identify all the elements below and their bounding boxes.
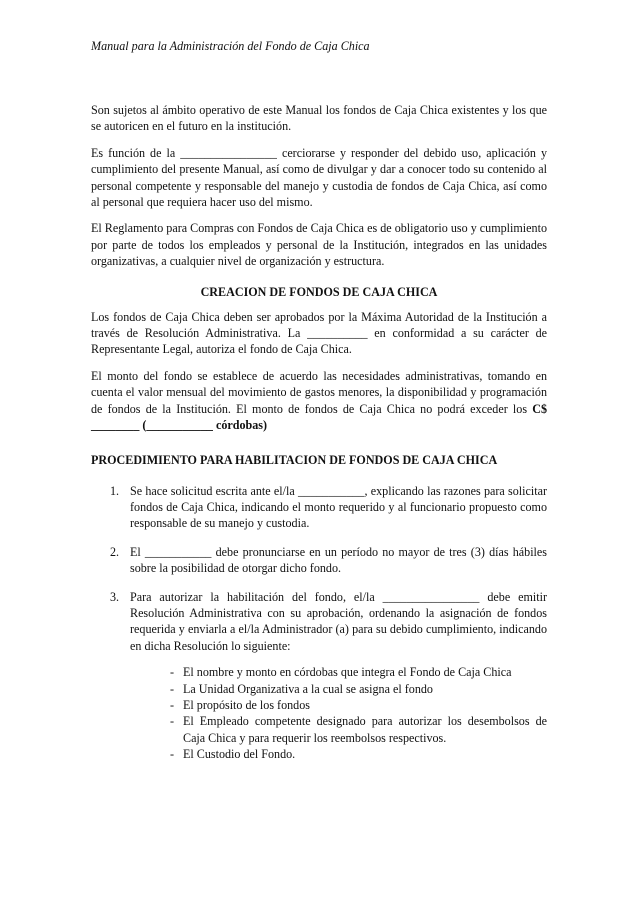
list-item-text: El nombre y monto en córdobas que integra el Fondo de Caja Chica: [183, 665, 512, 680]
dash-bullet: -: [170, 714, 175, 729]
list-item: [170, 681, 547, 697]
list-item: [170, 713, 547, 746]
list-item: [170, 697, 547, 713]
step-text: Para autorizar la habilitación del fondo, el/la ________________ debe emitir Resolución Administrativa con su aprobación, ordenando la asignación de fondos requerida y enviarla a el/la Administrador (a) para su debido cumplimiento, indicando en dicha Resolución lo siguiente:: [130, 589, 547, 653]
resolution-contents-list: [130, 664, 547, 762]
section-title-procedimiento: PROCEDIMIENTO PARA HABILITACION DE FONDOS DE CAJA CHICA: [91, 452, 498, 467]
dash-bullet: -: [170, 697, 175, 712]
list-item: [170, 746, 547, 762]
list-item-text: El Custodio del Fondo.: [183, 747, 296, 762]
dash-bullet: -: [170, 747, 175, 762]
dash-bullet: -: [170, 665, 175, 680]
intro-paragraph-2: Es función de la ________________ cerciorarse y responder del debido uso, aplicación y cumplimiento del presente Manual, así como de divulgar y dar a conocer todo su contenido al personal competente y responsable del manejo y custodia de fondos de Caja Chica, así como al personal que requiera hacer uso del mismo.: [91, 145, 547, 210]
section-title-creacion: CREACION DE FONDOS DE CAJA CHICA: [200, 284, 438, 299]
procedure-list: [91, 483, 547, 763]
monto-limite: C$ ________ (___________ córdobas): [91, 401, 547, 433]
creacion-paragraph-2-text: El monto del fondo se establece de acuerdo las necesidades administrativas, tomando en cuenta el valor mensual del movimiento de gastos menores, la disponibilidad y programación de fondos de la Institución. El monto de fondos de Caja Chica no podrá exceder los: [91, 368, 547, 416]
step-text: Se hace solicitud escrita ante el/la ___________, explicando las razones para solicitar fondos de Caja Chica, indicando el monto requerido y al funcionario propuesto como responsable de su manejo y custodia.: [130, 483, 547, 531]
step-text: El ___________ debe pronunciarse en un período no mayor de tres (3) días hábiles sobre la posibilidad de otorgar dicho fondo.: [130, 544, 547, 576]
creacion-paragraph-1: Los fondos de Caja Chica deben ser aprobados por la Máxima Autoridad de la Institución a través de Resolución Administrativa. La __________ en conformidad a su carácter de Representante Legal, autoriza el fondo de Caja Chica.: [91, 309, 547, 357]
intro-paragraph-1: Son sujetos al ámbito operativo de este Manual los fondos de Caja Chica existentes y los que se autoricen en el futuro en la institución.: [91, 103, 547, 134]
step-number: 2.: [110, 544, 120, 559]
document-body: [91, 102, 547, 775]
step-number: 3.: [110, 589, 120, 604]
list-item-text: La Unidad Organizativa a la cual se asigna el fondo: [183, 681, 433, 696]
procedure-step: [91, 544, 547, 577]
list-item-text: El propósito de los fondos: [183, 697, 310, 712]
procedure-step: [91, 589, 547, 763]
intro-paragraph-3: El Reglamento para Compras con Fondos de Caja Chica es de obligatorio uso y cumplimiento por parte de todos los empleados y personal de la Institución, integrados en las unidades organizativas, a cualquier nivel de organización y estructura.: [91, 221, 547, 269]
page-header: Manual para la Administración del Fondo de Caja Chica: [91, 39, 370, 53]
list-item: [170, 664, 547, 680]
list-item-text: El Empleado competente designado para autorizar los desembolsos de Caja Chica y para requerir los reembolsos respectivos.: [183, 714, 547, 745]
dash-bullet: -: [170, 681, 175, 696]
procedure-step: [91, 483, 547, 532]
step-number: 1.: [110, 483, 120, 498]
creacion-paragraph-2: [91, 368, 547, 434]
